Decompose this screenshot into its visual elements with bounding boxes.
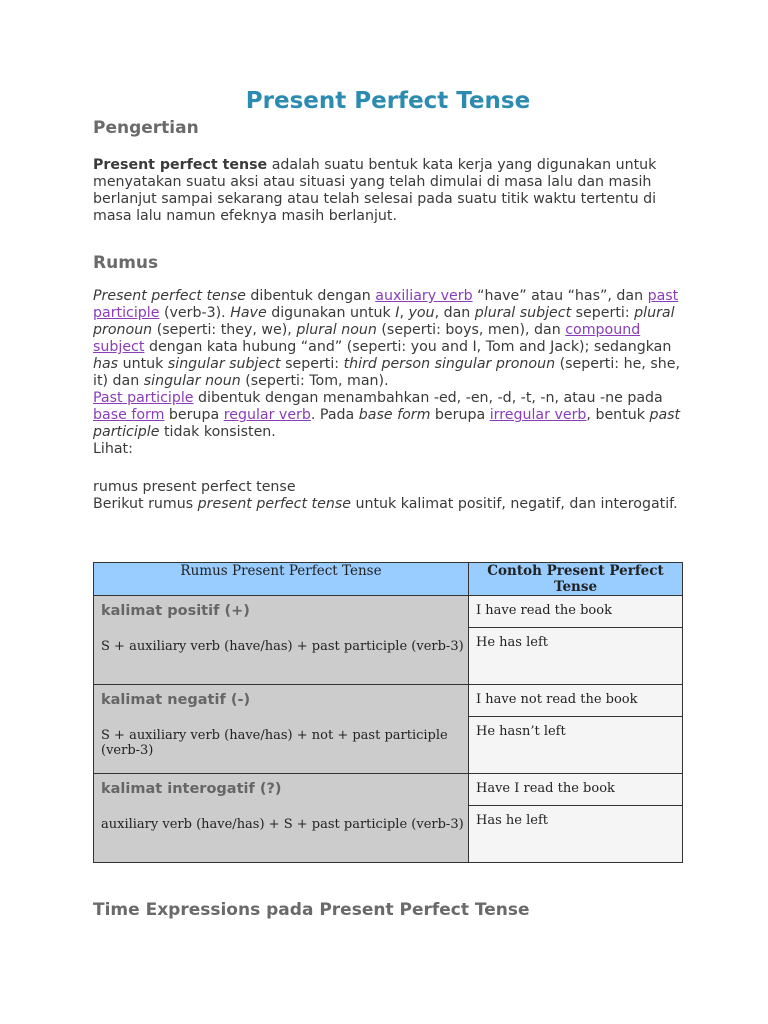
example-text: I have not read the book [469,685,682,717]
table-row [94,774,683,863]
table-row [94,596,683,685]
example-text: He has left [476,635,548,650]
rumus-paragraph-1: Present perfect tense dibentuk dengan auxiliary verb “have” atau “has”, dan past participle (verb-3). Have digunakan untuk I, you, dan plural subject seperti: plural pronoun (seperti: they, we), plural noun (seperti: boys, men), dan compound subject dengan kata hubung “and” (seperti: you and I, Tom and Jack); sedangkan has untuk singular subject seperti: third person singular pronoun (seperti: he, she, it) dan singular noun (seperti: Tom, man). [93,288,680,389]
formula-cell [94,685,469,774]
link-compound-subject[interactable]: compound subject [93,322,641,355]
table-row [94,685,683,774]
image-alt-text: rumus present perfect tense [93,479,296,495]
example-text: Have I read the book [469,774,682,806]
table-header-row [94,563,683,596]
rumus-paragraph-3: Berikut rumus present perfect tense untuk kalimat positif, negatif, dan interogatif. [93,496,678,512]
lihat-label: Lihat: [93,441,133,457]
example-text: He hasn’t left [476,724,566,739]
link-auxiliary-verb[interactable]: auxiliary verb [375,288,473,304]
pengertian-paragraph: Present perfect tense adalah suatu bentuk kata kerja yang digunakan untuk menyatakan suatu aksi atau situasi yang telah dimulai di masa lalu dan masih berlanjut sampai sekarang atau telah selesai pada suatu titik waktu tertentu di masa lalu namun efeknya masih berlanjut. [93,157,657,224]
link-irregular-verb[interactable]: irregular verb [489,407,587,423]
row-label: kalimat negatif (-) [101,692,251,708]
bold-term: Present perfect tense [93,157,268,173]
row-label: kalimat positif (+) [101,603,250,619]
table-header-rumus: Rumus Present Perfect Tense [94,563,469,596]
row-formula: S + auxiliary verb (have/has) + not + past participle (verb-3) [101,728,448,758]
table-header-contoh: Contoh Present Perfect Tense [469,563,683,596]
row-formula: S + auxiliary verb (have/has) + past participle (verb-3) [101,639,464,654]
formula-cell [94,774,469,863]
example-text: Has he left [476,813,548,828]
document-body [93,86,683,513]
row-formula: auxiliary verb (have/has) + S + past participle (verb-3) [101,817,464,832]
link-regular-verb[interactable]: regular verb [223,407,311,423]
formula-cell [94,596,469,685]
page-title: Present Perfect Tense [245,88,531,114]
example-text: I have read the book [469,596,682,628]
example-cell [469,774,683,863]
heading-pengertian: Pengertian [93,118,199,138]
heading-rumus: Rumus [93,253,159,273]
row-label: kalimat interogatif (?) [101,781,282,797]
link-past-participle[interactable]: past participle [93,288,679,321]
rumus-paragraph-2: Past participle dibentuk dengan menambahkan -ed, -en, -d, -t, -n, atau -ne pada base form berupa regular verb. Pada base form berupa irregular verb, bentuk past participle tidak konsisten. [93,390,681,440]
rumus-table [93,562,683,863]
example-cell [469,685,683,774]
example-cell [469,596,683,685]
heading-time-expressions: Time Expressions pada Present Perfect Tense [93,900,530,920]
link-past-participle-2[interactable]: Past participle [93,390,194,406]
link-base-form[interactable]: base form [93,407,165,423]
